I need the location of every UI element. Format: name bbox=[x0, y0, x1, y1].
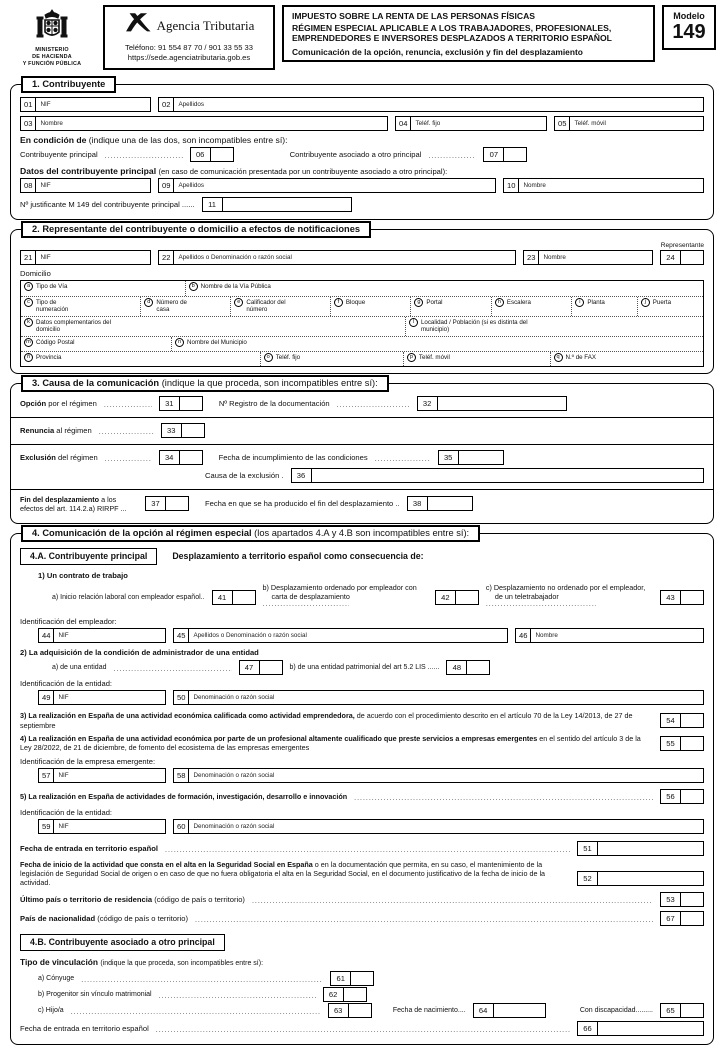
fecha-inicio-actividad-label: Fecha de inicio de la actividad que consta en el alta en la Seguridad Social en España o en la documentación que permita, en su caso, el mantenimiento de la legislación de Seguridad Social de origen o en caso de que no fuera obligatoria el alta en la Seguridad Social, en el documento justificativo de la fecha de inicio de la actividad. bbox=[20, 859, 546, 888]
input-blank[interactable] bbox=[598, 871, 704, 886]
fecha-nacimiento-label: Fecha de nacimiento.... bbox=[392, 1006, 466, 1014]
field-05-telefono-movil[interactable] bbox=[554, 116, 704, 131]
checkbox-number: 53 bbox=[660, 892, 681, 907]
checkbox-box[interactable] bbox=[681, 713, 704, 728]
input-11-justificante bbox=[202, 197, 352, 212]
model-word: Modelo bbox=[673, 11, 705, 21]
field-23-nombre[interactable] bbox=[523, 250, 653, 265]
field-label: Apellidos o Denominación o razón social bbox=[193, 632, 307, 640]
ministry-line-2: DE HACIENDA bbox=[32, 53, 72, 60]
checkbox-number: 48 bbox=[446, 660, 467, 675]
field-number: 45 bbox=[174, 629, 189, 642]
vinculo-conyuge-label: a) Cónyuge bbox=[38, 974, 75, 982]
field-label: Teléf. fijo bbox=[415, 119, 441, 127]
justificante-label: Nº justificante M 149 del contribuyente principal ...... bbox=[20, 199, 195, 209]
fecha-incumplimiento-label: Fecha de incumplimiento de las condiciones bbox=[218, 452, 368, 462]
domicilio-cell-datos-complementarios[interactable]: k Datos complementarios del domicilio bbox=[21, 317, 405, 336]
checkbox-box[interactable] bbox=[681, 1003, 704, 1018]
item-1c-label: c) Desplazamiento no ordenado por el empleador, de un teletrabajador..... bbox=[486, 583, 653, 614]
causa-renuncia-row bbox=[11, 417, 713, 444]
checkbox-number: 43 bbox=[660, 590, 681, 605]
form-title-line-1: IMPUESTO SOBRE LA RENTA DE LAS PERSONAS FÍSICAS bbox=[292, 11, 536, 21]
causa-fin-desplazamiento-row bbox=[11, 489, 713, 519]
field-label: NIF bbox=[58, 632, 69, 640]
checkbox-61-conyuge bbox=[330, 971, 374, 986]
checkbox-number: 56 bbox=[660, 789, 681, 804]
domicilio-grid bbox=[20, 280, 704, 367]
checkbox-42-desplazamiento-carta bbox=[435, 590, 479, 605]
section-3-title: 3. Causa de la comunicación (indique la que proceda, son incompatibles entre sí): bbox=[21, 375, 389, 392]
checkbox-55-profesional-cualificado bbox=[660, 736, 704, 751]
field-number: 01 bbox=[21, 98, 36, 111]
input-blank[interactable] bbox=[459, 450, 504, 465]
field-label: NIF bbox=[40, 100, 51, 108]
field-label: Denominación o razón social bbox=[193, 822, 275, 830]
opcion-label: Opción por el régimen bbox=[20, 398, 97, 408]
input-number: 11 bbox=[202, 197, 223, 212]
section-4a-heading: Desplazamiento a territorio español como consecuencia de: bbox=[172, 551, 424, 561]
input-blank[interactable] bbox=[598, 841, 704, 856]
checkbox-63-hijo bbox=[328, 1003, 372, 1018]
checkbox-box[interactable] bbox=[681, 250, 704, 265]
input-blank[interactable] bbox=[438, 396, 567, 411]
checkbox-box[interactable] bbox=[344, 987, 367, 1002]
fin-desplazamiento-label: Fin del desplazamiento a los efectos del art. 114.2.a) RIRPF ... bbox=[20, 494, 127, 513]
field-label: Nombre bbox=[523, 181, 546, 189]
field-label: Apellidos bbox=[178, 100, 205, 108]
field-number: 10 bbox=[504, 179, 519, 192]
field-label: NIF bbox=[40, 253, 51, 261]
field-label: Denominación o razón social bbox=[193, 694, 275, 702]
input-38-fecha-fin bbox=[407, 496, 473, 511]
identificacion-empresa-emergente-label: Identificación de la empresa emergente: bbox=[20, 756, 156, 766]
input-blank[interactable] bbox=[428, 496, 473, 511]
checkbox-34-exclusion bbox=[159, 450, 203, 465]
field-number: 44 bbox=[39, 629, 54, 642]
domicilio-cell-municipio[interactable]: n Nombre del Municipio bbox=[171, 337, 703, 351]
item-2-title: 2) La adquisición de la condición de administrador de una entidad bbox=[20, 648, 259, 658]
item-2a-label: a) de una entidad bbox=[52, 664, 107, 672]
domicilio-cell-escalera[interactable]: h Escalera bbox=[491, 297, 571, 316]
domicilio-cell-telefono-fijo[interactable]: o Teléf. fijo bbox=[260, 352, 403, 366]
checkbox-box[interactable] bbox=[180, 450, 203, 465]
checkbox-24-representante bbox=[660, 250, 704, 265]
checkbox-number: 55 bbox=[660, 736, 681, 751]
field-number: 22 bbox=[159, 251, 174, 264]
checkbox-number: 24 bbox=[660, 250, 681, 265]
input-35-fecha-incumplimiento bbox=[438, 450, 504, 465]
field-45-apellidos-razon-social[interactable] bbox=[173, 628, 508, 643]
field-number: 02 bbox=[159, 98, 174, 111]
form-title-box bbox=[282, 5, 655, 62]
field-58-razon-social[interactable] bbox=[173, 768, 704, 783]
field-57-nif[interactable] bbox=[38, 768, 166, 783]
field-number: 60 bbox=[174, 820, 189, 833]
model-box bbox=[662, 5, 716, 50]
checkbox-54-actividad-emprendedora bbox=[660, 713, 704, 728]
domicilio-cell-tipo-numeracion[interactable]: c Tipo de numeración bbox=[21, 297, 140, 316]
checkbox-box[interactable] bbox=[467, 660, 490, 675]
identificacion-entidad-2-label: Identificación de la entidad: bbox=[20, 807, 113, 817]
field-number: 50 bbox=[174, 691, 189, 704]
checkbox-37-fin-desplazamiento bbox=[145, 496, 189, 511]
datos-principal-heading: Datos del contribuyente principal (en caso de comunicación presentada por un contribuyente asociado a otro principal): bbox=[20, 165, 448, 176]
input-blank[interactable] bbox=[598, 1021, 704, 1036]
checkbox-43-teletrabajador bbox=[660, 590, 704, 605]
fecha-fin-label: Fecha en que se ha producido el fin del desplazamiento .. bbox=[205, 499, 400, 508]
registro-label: Nº Registro de la documentación bbox=[218, 398, 330, 408]
item-4-label: 4) La realización en España de una actividad económica por parte de un profesional altamente cualificado que preste servicios a empresas emergentes en el sentido del artículo 3 de la Ley 28/2022, de 21 de diciembre, de fomento del ecosistema de las empresas emergentes bbox=[20, 733, 641, 753]
section-4b-title: 4.B. Contribuyente asociado a otro principal bbox=[20, 934, 225, 951]
field-label: NIF bbox=[40, 181, 51, 189]
field-number: 03 bbox=[21, 117, 36, 130]
field-09-apellidos[interactable] bbox=[158, 178, 496, 193]
field-number: 59 bbox=[39, 820, 54, 833]
checkbox-number: 41 bbox=[212, 590, 233, 605]
item-2b-label: b) de una entidad patrimonial del art 5.2 LIS ...... bbox=[289, 664, 440, 672]
checkbox-number: 07 bbox=[483, 147, 504, 162]
checkbox-56-formacion-investigacion bbox=[660, 789, 704, 804]
checkbox-62-progenitor bbox=[323, 987, 367, 1002]
input-number: 66 bbox=[577, 1021, 598, 1036]
checkbox-number: 34 bbox=[159, 450, 180, 465]
section-2-title: 2. Representante del contribuyente o domicilio a efectos de notificaciones bbox=[21, 221, 371, 238]
field-50-razon-social[interactable] bbox=[173, 690, 704, 705]
field-10-nombre[interactable] bbox=[503, 178, 704, 193]
field-label: Denominación o razón social bbox=[193, 771, 275, 779]
input-52-fecha-inicio bbox=[577, 871, 704, 886]
coat-of-arms-icon bbox=[8, 9, 96, 45]
field-number: 49 bbox=[39, 691, 54, 704]
input-36-causa-exclusion bbox=[291, 468, 704, 483]
domicilio-cell-planta[interactable]: i Planta bbox=[571, 297, 636, 316]
input-number: 38 bbox=[407, 496, 428, 511]
checkbox-box[interactable] bbox=[211, 147, 234, 162]
domicilio-cell-bloque[interactable]: f Bloque bbox=[330, 297, 410, 316]
domicilio-cell-puerta[interactable]: j Puerta bbox=[637, 297, 703, 316]
checkbox-number: 31 bbox=[159, 396, 180, 411]
input-number: 35 bbox=[438, 450, 459, 465]
input-51-fecha-entrada bbox=[577, 841, 704, 856]
domicilio-cell-provincia[interactable]: ñ Provincia bbox=[21, 352, 260, 366]
agency-phone: Teléfono: 91 554 87 70 / 901 33 55 33 bbox=[125, 43, 253, 52]
domicilio-cell-nombre-via[interactable]: b Nombre de la Vía Pública bbox=[185, 281, 703, 296]
vinculo-progenitor-label: b) Progenitor sin vínculo matrimonial bbox=[38, 990, 152, 998]
domicilio-cell-calificador[interactable]: e Calificador del número bbox=[230, 297, 330, 316]
field-01-nif[interactable] bbox=[20, 97, 151, 112]
field-44-nif[interactable] bbox=[38, 628, 166, 643]
checkbox-number: 61 bbox=[330, 971, 351, 986]
field-04-telefono-fijo[interactable] bbox=[395, 116, 547, 131]
form-title-line-2: RÉGIMEN ESPECIAL APLICABLE A LOS TRABAJADORES, PROFESIONALES, EMPRENDEDORES E INVERSORES DESPLAZADOS A TERRITORIO ESPAÑOL bbox=[292, 23, 612, 44]
domicilio-cell-telefono-movil[interactable]: p Teléf. móvil bbox=[403, 352, 550, 366]
input-64-fecha-nacimiento bbox=[473, 1003, 546, 1018]
checkbox-number: 54 bbox=[660, 713, 681, 728]
domicilio-cell-tipo-via[interactable]: a Tipo de Vía bbox=[21, 281, 185, 296]
section-4-comunicacion-opcion bbox=[10, 527, 714, 1045]
checkbox-box[interactable] bbox=[681, 590, 704, 605]
field-number: 58 bbox=[174, 769, 189, 782]
agency-web[interactable]: https://sede.agenciatributaria.gob.es bbox=[127, 53, 251, 63]
ministry-line-3: Y FUNCIÓN PÚBLICA bbox=[22, 60, 82, 67]
domicilio-cell-fax[interactable]: q N.º de FAX bbox=[550, 352, 703, 366]
checkbox-number: 65 bbox=[660, 1003, 681, 1018]
causa-opcion-row bbox=[11, 396, 713, 417]
domicilio-cell-localidad[interactable]: l Localidad / Población (si es distinta del municipio) bbox=[405, 317, 703, 336]
section-1-title: 1. Contribuyente bbox=[21, 76, 116, 93]
fecha-entrada-label: Fecha de entrada en territorio español bbox=[20, 843, 158, 853]
fecha-entrada-4b-label: Fecha de entrada en territorio español bbox=[20, 1023, 149, 1033]
checkbox-box[interactable] bbox=[260, 660, 283, 675]
checkbox-65-discapacidad bbox=[660, 1003, 704, 1018]
field-22-apellidos-razon-social[interactable] bbox=[158, 250, 516, 265]
input-blank[interactable] bbox=[494, 1003, 546, 1018]
contribuyente-asociado-label: Contribuyente asociado a otro principal bbox=[289, 149, 422, 159]
ministry-block bbox=[8, 5, 96, 67]
section-3-causa bbox=[10, 377, 714, 524]
field-label: Nombre bbox=[535, 632, 558, 640]
field-label: NIF bbox=[58, 822, 69, 830]
model-number: 149 bbox=[672, 21, 706, 43]
field-label: Apellidos bbox=[178, 181, 205, 189]
section-2-representante bbox=[10, 223, 714, 374]
checkbox-box[interactable] bbox=[681, 892, 704, 907]
field-label: Nombre bbox=[40, 119, 63, 127]
form-title-line-3: Comunicación de la opción, renuncia, exclusión y fin del desplazamiento bbox=[292, 46, 583, 57]
input-number: 52 bbox=[577, 871, 598, 886]
checkbox-67-pais-nacionalidad bbox=[660, 911, 704, 926]
input-66-fecha-entrada bbox=[577, 1021, 704, 1036]
field-number: 23 bbox=[524, 251, 539, 264]
section-4-title: 4. Comunicación de la opción al régimen especial (los apartados 4.A y 4.B son incompatibles entre sí): bbox=[21, 525, 480, 542]
domicilio-cell-portal[interactable]: g Portal bbox=[410, 297, 490, 316]
con-discapacidad-label: Con discapacidad......... bbox=[579, 1006, 653, 1014]
checkbox-box[interactable] bbox=[349, 1003, 372, 1018]
checkbox-box[interactable] bbox=[166, 496, 189, 511]
identificacion-empleador-label: Identificación del empleador: bbox=[20, 617, 117, 627]
item-1-title: 1) Un contrato de trabajo bbox=[38, 570, 128, 580]
input-blank[interactable] bbox=[223, 197, 352, 212]
checkbox-48-entidad-patrimonial bbox=[446, 660, 490, 675]
ministry-line-1: MINISTERIO bbox=[35, 47, 69, 53]
causa-exclusion-label: Causa de la exclusión . bbox=[205, 470, 284, 480]
agency-name: Agencia Tributaria bbox=[156, 17, 255, 33]
field-number: 04 bbox=[396, 117, 411, 130]
agency-box bbox=[103, 5, 275, 70]
field-60-razon-social[interactable] bbox=[173, 819, 704, 834]
identificacion-entidad-label: Identificación de la entidad: bbox=[20, 679, 113, 689]
field-02-apellidos[interactable] bbox=[158, 97, 704, 112]
field-label: Nombre bbox=[543, 253, 566, 261]
checkbox-number: 67 bbox=[660, 911, 681, 926]
item-1b-label: b) Desplazamiento ordenado por empleador con carta de desplazamiento..... bbox=[263, 583, 428, 614]
checkbox-box[interactable] bbox=[681, 789, 704, 804]
checkbox-number: 47 bbox=[239, 660, 260, 675]
field-08-nif[interactable] bbox=[20, 178, 151, 193]
field-label: NIF bbox=[58, 771, 69, 779]
input-blank[interactable] bbox=[312, 468, 704, 483]
exclusion-label: Exclusión del régimen bbox=[20, 452, 98, 462]
vinculo-hijo-label: c) Hijo/a bbox=[38, 1006, 64, 1014]
field-46-nombre[interactable] bbox=[515, 628, 704, 643]
input-32-registro bbox=[417, 396, 567, 411]
field-number: 46 bbox=[516, 629, 531, 642]
item-3-label: 3) La realización en España de una actividad económica calificada como actividad emprendedora, de acuerdo con el procedimiento descrito en el artículo 70 de la Ley 14/2013, de 27 de septiembre bbox=[20, 711, 633, 730]
field-number: 21 bbox=[21, 251, 36, 264]
field-label: Apellidos o Denominación o razón social bbox=[178, 253, 292, 261]
field-number: 05 bbox=[555, 117, 570, 130]
checkbox-06-contribuyente-principal bbox=[190, 147, 234, 162]
checkbox-box[interactable] bbox=[182, 423, 205, 438]
field-label: Teléf. móvil bbox=[574, 119, 606, 127]
condition-heading: En condición de (indique una de las dos, son incompatibles entre sí): bbox=[20, 134, 288, 145]
checkbox-box[interactable] bbox=[456, 590, 479, 605]
field-03-nombre[interactable] bbox=[20, 116, 388, 131]
field-label: NIF bbox=[58, 694, 69, 702]
item-5-label: 5) La realización en España de actividades de formación, investigación, desarrollo e innovación bbox=[20, 791, 348, 801]
item-1a-label: a) Inicio relación laboral con empleador español.. bbox=[52, 594, 205, 602]
domicilio-heading: Domicilio bbox=[20, 268, 51, 278]
checkbox-number: 63 bbox=[328, 1003, 349, 1018]
checkbox-box[interactable] bbox=[504, 147, 527, 162]
field-number: 57 bbox=[39, 769, 54, 782]
checkbox-53-ultimo-pais bbox=[660, 892, 704, 907]
representante-label: Representante bbox=[660, 241, 704, 249]
input-number: 36 bbox=[291, 468, 312, 483]
section-1-contribuyente bbox=[10, 78, 714, 220]
checkbox-number: 42 bbox=[435, 590, 456, 605]
form-header bbox=[8, 5, 716, 70]
field-59-nif[interactable] bbox=[38, 819, 166, 834]
field-number: 09 bbox=[159, 179, 174, 192]
input-number: 51 bbox=[577, 841, 598, 856]
tipo-vinculacion-heading: Tipo de vinculación (indique la que proceda, son incompatibles entre sí): bbox=[20, 956, 264, 967]
checkbox-33-renuncia bbox=[161, 423, 205, 438]
field-number: 08 bbox=[21, 179, 36, 192]
checkbox-box[interactable] bbox=[180, 396, 203, 411]
checkbox-box[interactable] bbox=[681, 736, 704, 751]
input-number: 32 bbox=[417, 396, 438, 411]
domicilio-cell-codigo-postal[interactable]: m Código Postal bbox=[21, 337, 171, 351]
checkbox-box[interactable] bbox=[681, 911, 704, 926]
pais-nacionalidad-label: País de nacionalidad (código de país o territorio) bbox=[20, 913, 188, 923]
field-49-nif[interactable] bbox=[38, 690, 166, 705]
contribuyente-principal-label: Contribuyente principal bbox=[20, 149, 98, 159]
checkbox-41-inicio-relacion bbox=[212, 590, 256, 605]
checkbox-box[interactable] bbox=[351, 971, 374, 986]
checkbox-31-opcion bbox=[159, 396, 203, 411]
checkbox-47-entidad bbox=[239, 660, 283, 675]
section-4a-title: 4.A. Contribuyente principal bbox=[20, 548, 157, 565]
checkbox-number: 62 bbox=[323, 987, 344, 1002]
checkbox-07-contribuyente-asociado bbox=[483, 147, 527, 162]
checkbox-number: 33 bbox=[161, 423, 182, 438]
ultimo-pais-label: Último país o territorio de residencia (código de país o territorio) bbox=[20, 894, 245, 904]
checkbox-number: 37 bbox=[145, 496, 166, 511]
agencia-tributaria-logo-icon bbox=[124, 12, 152, 39]
domicilio-cell-numero-casa[interactable]: d Número de casa bbox=[140, 297, 230, 316]
causa-exclusion-row bbox=[11, 444, 713, 489]
checkbox-number: 06 bbox=[190, 147, 211, 162]
checkbox-box[interactable] bbox=[233, 590, 256, 605]
input-number: 64 bbox=[473, 1003, 494, 1018]
field-21-nif[interactable] bbox=[20, 250, 151, 265]
renuncia-label: Renuncia al régimen bbox=[20, 425, 92, 435]
